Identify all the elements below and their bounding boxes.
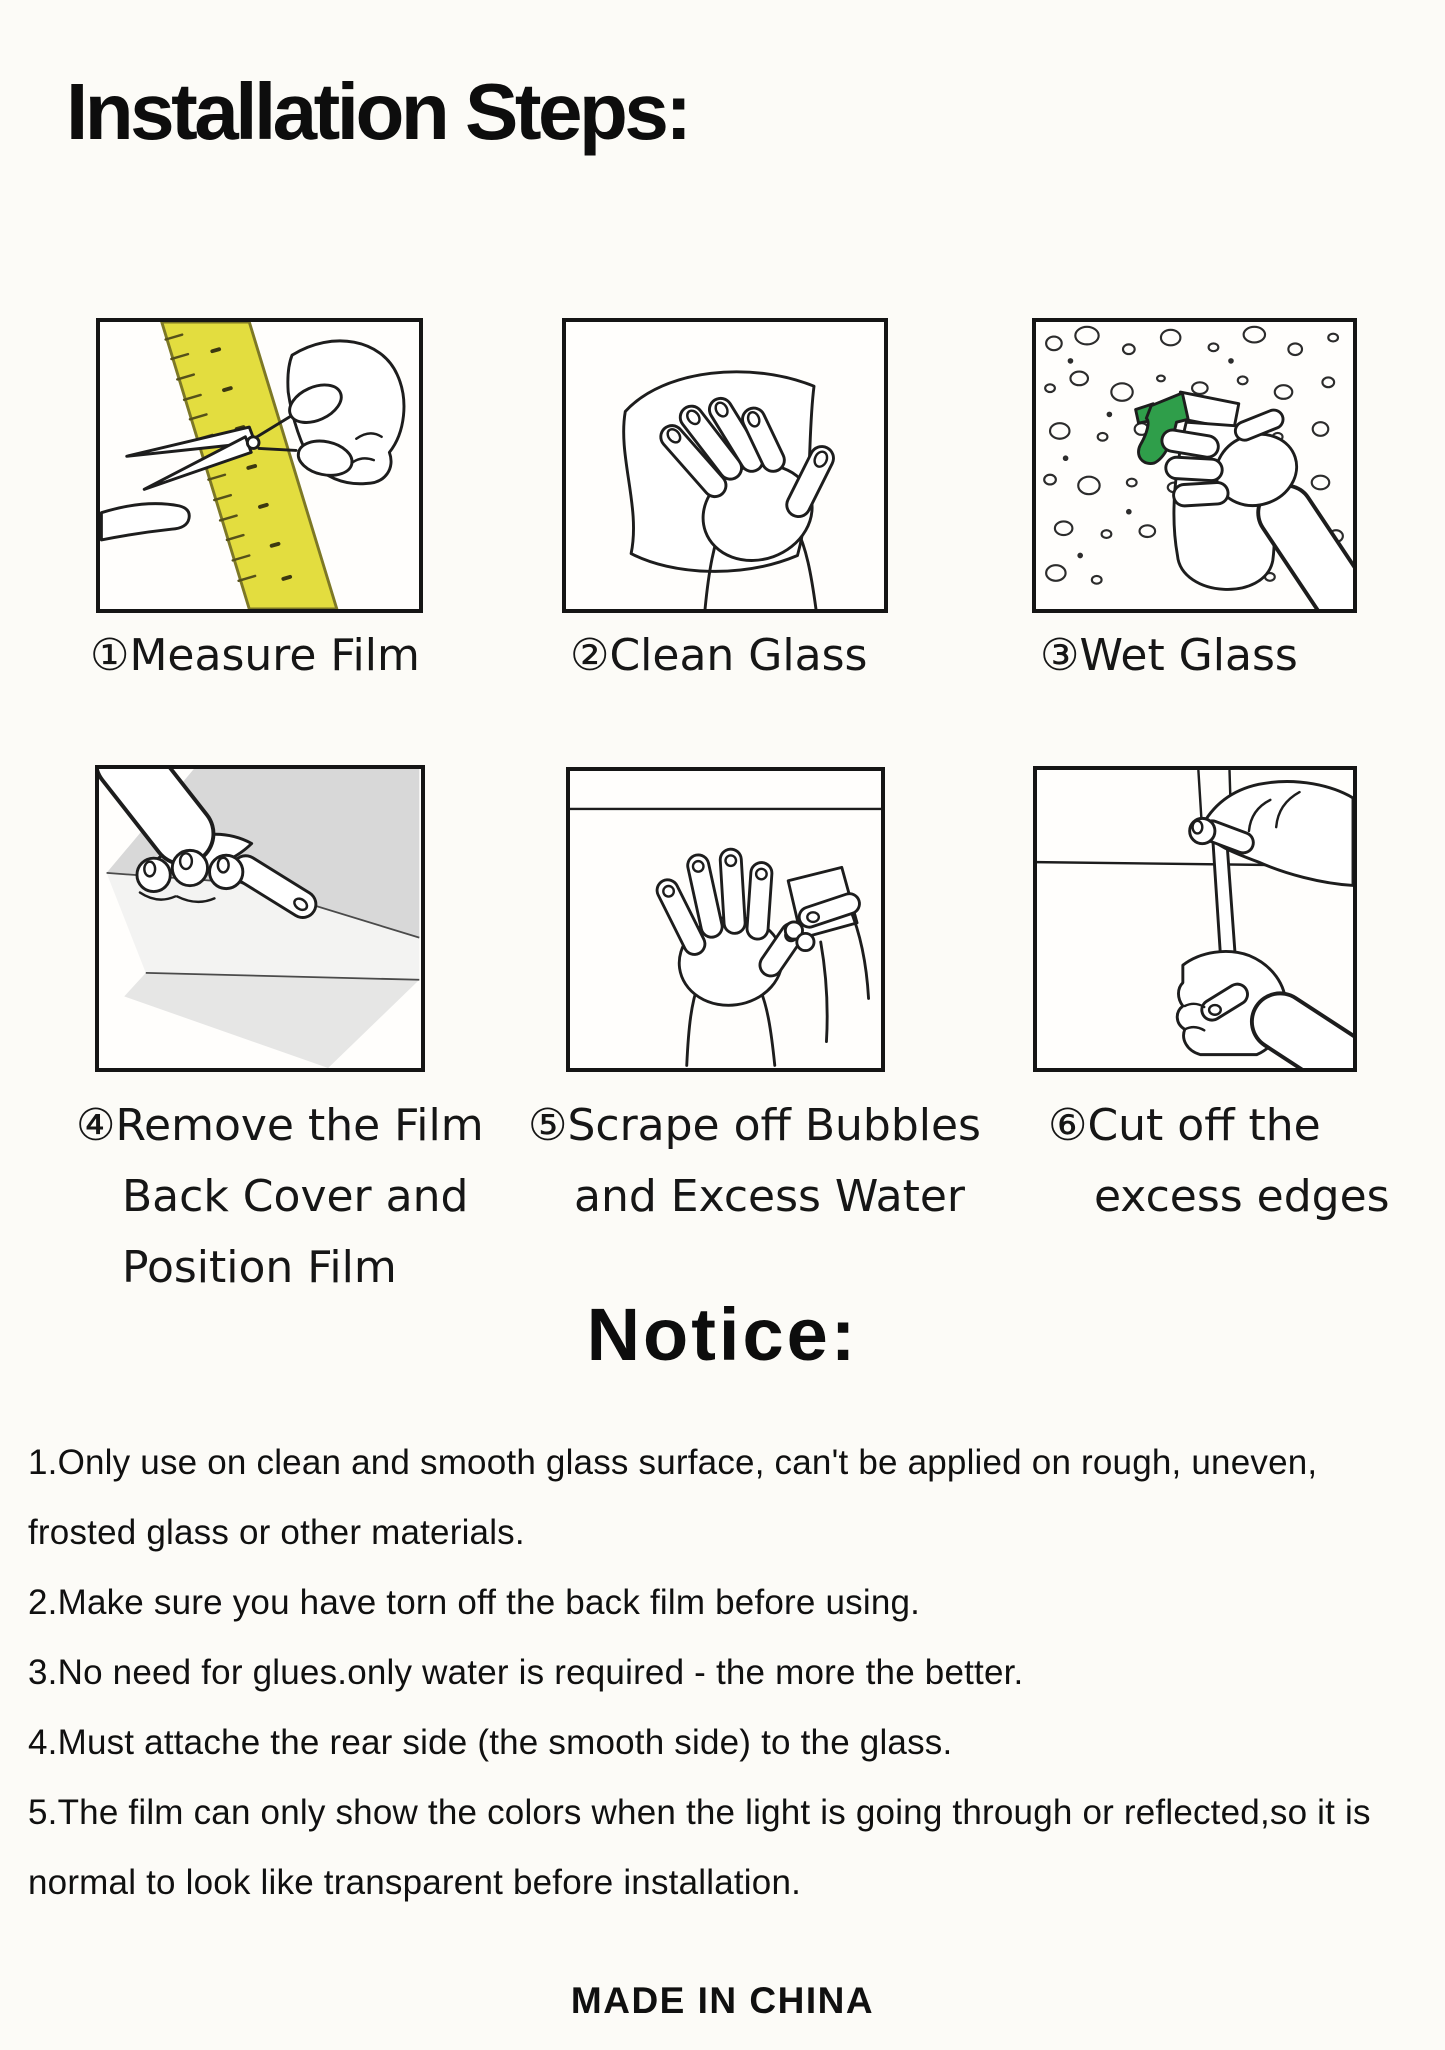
spray-bottle-icon: [1036, 322, 1353, 609]
step-5-panel: [566, 767, 885, 1072]
step-6-panel: [1033, 766, 1357, 1072]
step-5-caption: ⑤Scrape off Bubbles and Excess Water: [528, 1100, 981, 1222]
step-3-caption: ③Wet Glass: [1040, 630, 1298, 681]
peel-film-icon: [99, 769, 421, 1068]
step-4-panel: [95, 765, 425, 1072]
cleaning-cloth-icon: [566, 322, 884, 609]
step-4-caption: ④Remove the Film Back Cover and Position Film: [76, 1100, 484, 1293]
step-6-caption: ⑥Cut off the excess edges: [1048, 1100, 1390, 1222]
notice-item-3: 3.No need for glues.only water is required - the more the better.: [28, 1653, 1024, 1692]
squeegee-icon: [570, 771, 881, 1068]
ruler-scissors-icon: [100, 322, 419, 609]
notice-item-1-line-2: frosted glass or other materials.: [28, 1513, 525, 1552]
step-3-panel: [1032, 318, 1357, 613]
utility-knife-icon: [1037, 770, 1353, 1068]
step-1-caption: ①Measure Film: [90, 630, 420, 681]
notice-item-5-line-2: normal to look like transparent before installation.: [28, 1863, 802, 1902]
notice-item-4: 4.Must attache the rear side (the smooth side) to the glass.: [28, 1723, 953, 1762]
page-title: Installation Steps:: [66, 67, 689, 156]
step-1-panel: [96, 318, 423, 613]
notice-item-5-line-1: 5.The film can only show the colors when the light is going through or reflected,so it is: [28, 1793, 1371, 1832]
notice-list: [28, 1428, 1428, 1918]
notice-item-2: 2.Make sure you have torn off the back film before using.: [28, 1583, 921, 1622]
step-2-panel: [562, 318, 888, 613]
made-in-china-label: MADE IN CHINA: [570, 1980, 875, 2021]
notice-title: Notice:: [586, 1293, 859, 1376]
step-2-caption: ②Clean Glass: [570, 630, 868, 681]
notice-item-1-line-1: 1.Only use on clean and smooth glass surface, can't be applied on rough, uneven,: [28, 1443, 1318, 1482]
